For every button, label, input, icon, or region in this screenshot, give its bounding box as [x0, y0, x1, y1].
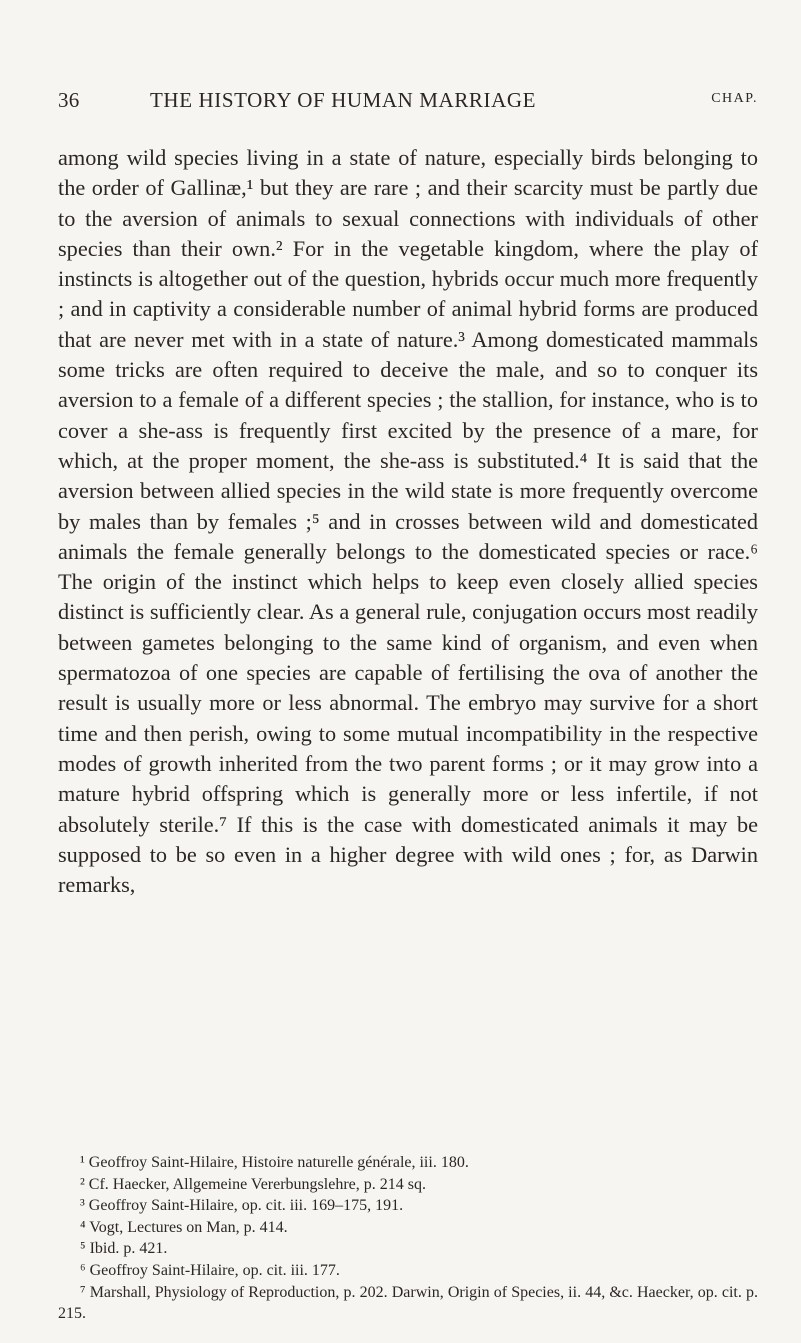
paragraph-2: The origin of the instinct which helps to keep even closely allied species distinct is sufficiently clear. As a general rule, conjugation occurs most readily between gametes belonging to the same kind of organism, and even when spermatozoa of one species are capable of fertilising the ova of another the result is usually more or less abnormal. The embryo may survive for a short time and then perish, owing to some mutual incompatibility in the respective modes of growth inherited from the two parent forms ; or it may grow into a mature hybrid offspring which is generally more or less infertile, if not absolutely sterile.⁷ If this is the case with domesticated animals it may be supposed to be so even in a higher degree with wild ones ; for, as Darwin remarks,: [58, 569, 758, 898]
footnote-2: ² Cf. Haecker, Allgemeine Vererbungslehre, p. 214 sq.: [80, 1175, 426, 1193]
page-number: 36: [58, 88, 80, 112]
footnote-3: ³ Geoffroy Saint-Hilaire, op. cit. iii. 169–175, 191.: [80, 1197, 404, 1215]
running-header: [58, 88, 758, 122]
footnote-1: ¹ Geoffroy Saint-Hilaire, Histoire naturelle générale, iii. 180.: [80, 1154, 469, 1171]
chapter-label: CHAP.: [711, 91, 758, 106]
footnote-6: ⁶ Geoffroy Saint-Hilaire, op. cit. iii. 177.: [80, 1261, 340, 1279]
footnote-7: ⁷ Marshall, Physiology of Reproduction, p. 202. Darwin, Origin of Species, ii. 44, &c. Haecker, op. cit. p. 215.: [58, 1283, 758, 1323]
body-text: [58, 143, 758, 900]
footnote-5: ⁵ Ibid. p. 421.: [80, 1240, 168, 1258]
running-title: THE HISTORY OF HUMAN MARRIAGE: [150, 88, 537, 112]
footnote-4: ⁴ Vogt, Lectures on Man, p. 414.: [80, 1218, 288, 1236]
footnotes: [58, 1152, 758, 1325]
paragraph-1: among wild species living in a state of nature, especially birds belonging to the order of Gallinæ,¹ but they are rare ; and their scarcity must be partly due to the aversion of animals to sexual connections with individuals of other species than their own.² For in the vegetable kingdom, where the play of instincts is altogether out of the question, hybrids occur much more frequently ; and in captivity a considerable number of animal hybrid forms are produced that are never met with in a state of nature.³ Among domesticated mammals some tricks are often required to deceive the male, and so to conquer its aversion to a female of a different species ; the stallion, for instance, who is to cover a she-ass is frequently first excited by the presence of a mare, for which, at the proper moment, the she-ass is substituted.⁴ It is said that the aversion between allied species in the wild state is more frequently overcome by males than by females ;⁵ and in crosses between wild and domesticated animals the female generally belongs to the domesticated species or race.⁶: [58, 145, 758, 564]
